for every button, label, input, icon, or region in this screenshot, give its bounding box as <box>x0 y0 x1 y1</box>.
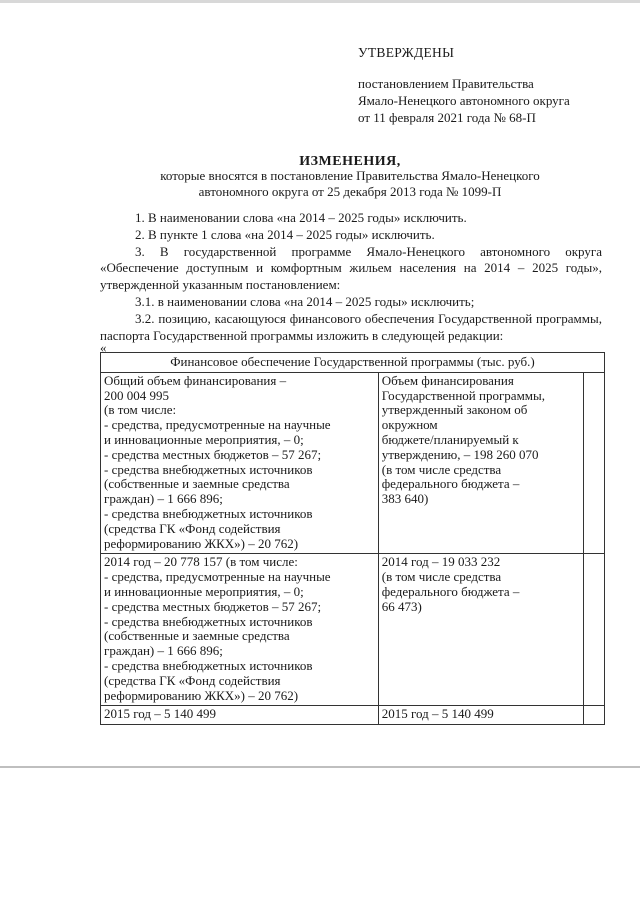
approval-line: Ямало-Ненецкого автономного округа <box>358 93 570 108</box>
table-row <box>101 554 605 706</box>
table-row <box>101 706 605 725</box>
financing-table <box>100 352 605 725</box>
paragraph-3-2: 3.2. позицию, касающуюся финансового обеспечения Государственной программы, паспорта Государственной программы изложить в следующей редакции: <box>100 310 602 343</box>
cell-line: Государственной программы, <box>381 387 546 403</box>
scan-top-edge <box>0 0 640 3</box>
cell-line: - средства внебюджетных источников <box>104 505 313 521</box>
cell-line: федерального бюджета – <box>381 476 520 492</box>
paragraph-3: 3. В государственной программе Ямало-Ненецкого автономного округа «Обеспечение доступным и комфортным жильем населения на 2014 – 2025 годы», утвержденной указанным постановлением: <box>100 243 602 293</box>
table-cell-right <box>378 372 583 554</box>
table-cell-empty <box>583 372 604 554</box>
cell-line: утвержденный законом об <box>381 402 528 418</box>
cell-line: граждан) – 1 666 896; <box>104 643 223 659</box>
table-cell-left <box>101 706 379 725</box>
cell-line: 66 473) <box>381 598 422 614</box>
paragraph-2: 2. В пункте 1 слова «на 2014 – 2025 годы» исключить. <box>135 226 435 242</box>
approval-block <box>358 44 628 126</box>
cell-line: реформированию ЖКХ») – 20 762) <box>104 535 299 551</box>
cell-line: - средства местных бюджетов – 57 267; <box>104 446 322 462</box>
cell-line: (в том числе: <box>104 402 177 418</box>
cell-line: и инновационные мероприятия, – 0; <box>104 583 304 599</box>
document-subtitle-line-1: которые вносятся в постановление Правительства Ямало-Ненецкого <box>160 168 540 183</box>
table-cell-empty <box>583 554 604 706</box>
cell-line: 200 004 995 <box>104 387 169 403</box>
cell-line: реформированию ЖКХ») – 20 762) <box>104 687 299 703</box>
cell-line: федерального бюджета – <box>381 583 520 599</box>
cell-line: 2014 год – 20 778 157 (в том числе: <box>104 554 298 570</box>
table-cell-left <box>101 554 379 706</box>
table-cell-empty <box>583 706 604 725</box>
cell-line: 383 640) <box>381 491 429 507</box>
table-cell-left <box>101 372 379 554</box>
cell-line: и инновационные мероприятия, – 0; <box>104 431 304 447</box>
cell-line: (собственные и заемные средства <box>104 476 290 492</box>
table-cell-right <box>378 554 583 706</box>
cell-line: 2015 год – 5 140 499 <box>104 706 216 722</box>
cell-line: - средства внебюджетных источников <box>104 657 313 673</box>
cell-line: 2014 год – 19 033 232 <box>381 554 501 570</box>
document-subtitle-line-2: автономного округа от 25 декабря 2013 года № 1099-П <box>198 184 502 199</box>
paragraph-1: 1. В наименовании слова «на 2014 – 2025 годы» исключить. <box>135 210 467 225</box>
paragraph-3-1: 3.1. в наименовании слова «на 2014 – 2025 годы» исключить; <box>135 293 475 309</box>
cell-line: окружном <box>381 417 438 433</box>
cell-line: - средства местных бюджетов – 57 267; <box>104 598 322 614</box>
approval-line: от 11 февраля 2021 года № 68-П <box>358 110 536 125</box>
table-cell-right <box>378 706 583 725</box>
table-header-row <box>101 353 605 373</box>
cell-line: бюджете/планируемый к <box>381 431 519 447</box>
cell-line: утверждению, – 198 260 070 <box>381 446 539 462</box>
cell-line: (средства ГК «Фонд содействия <box>104 520 281 536</box>
quote-mark: « <box>100 340 107 355</box>
cell-line: (в том числе средства <box>381 569 502 585</box>
document-body <box>100 210 602 344</box>
approval-title: УТВЕРЖДЕНЫ <box>358 45 455 60</box>
cell-line: - средства внебюджетных источников <box>104 613 313 629</box>
cell-line: Объем финансирования <box>381 372 514 388</box>
cell-line: - средства, предусмотренные на научные <box>104 569 331 585</box>
cell-line: - средства, предусмотренные на научные <box>104 417 331 433</box>
cell-line: (собственные и заемные средства <box>104 628 290 644</box>
cell-line: 2015 год – 5 140 499 <box>381 706 494 722</box>
cell-line: (в том числе средства <box>381 461 502 477</box>
table-row <box>101 372 605 554</box>
cell-line: (средства ГК «Фонд содействия <box>104 672 281 688</box>
cell-line: Общий объем финансирования – <box>104 372 287 388</box>
scan-bottom-edge <box>0 766 640 768</box>
cell-line: - средства внебюджетных источников <box>104 461 313 477</box>
approval-line: постановлением Правительства <box>358 76 534 91</box>
cell-line: граждан) – 1 666 896; <box>104 491 223 507</box>
document-title: ИЗМЕНЕНИЯ, <box>299 154 401 169</box>
table-header: Финансовое обеспечение Государственной программы (тыс. руб.) <box>101 353 605 373</box>
